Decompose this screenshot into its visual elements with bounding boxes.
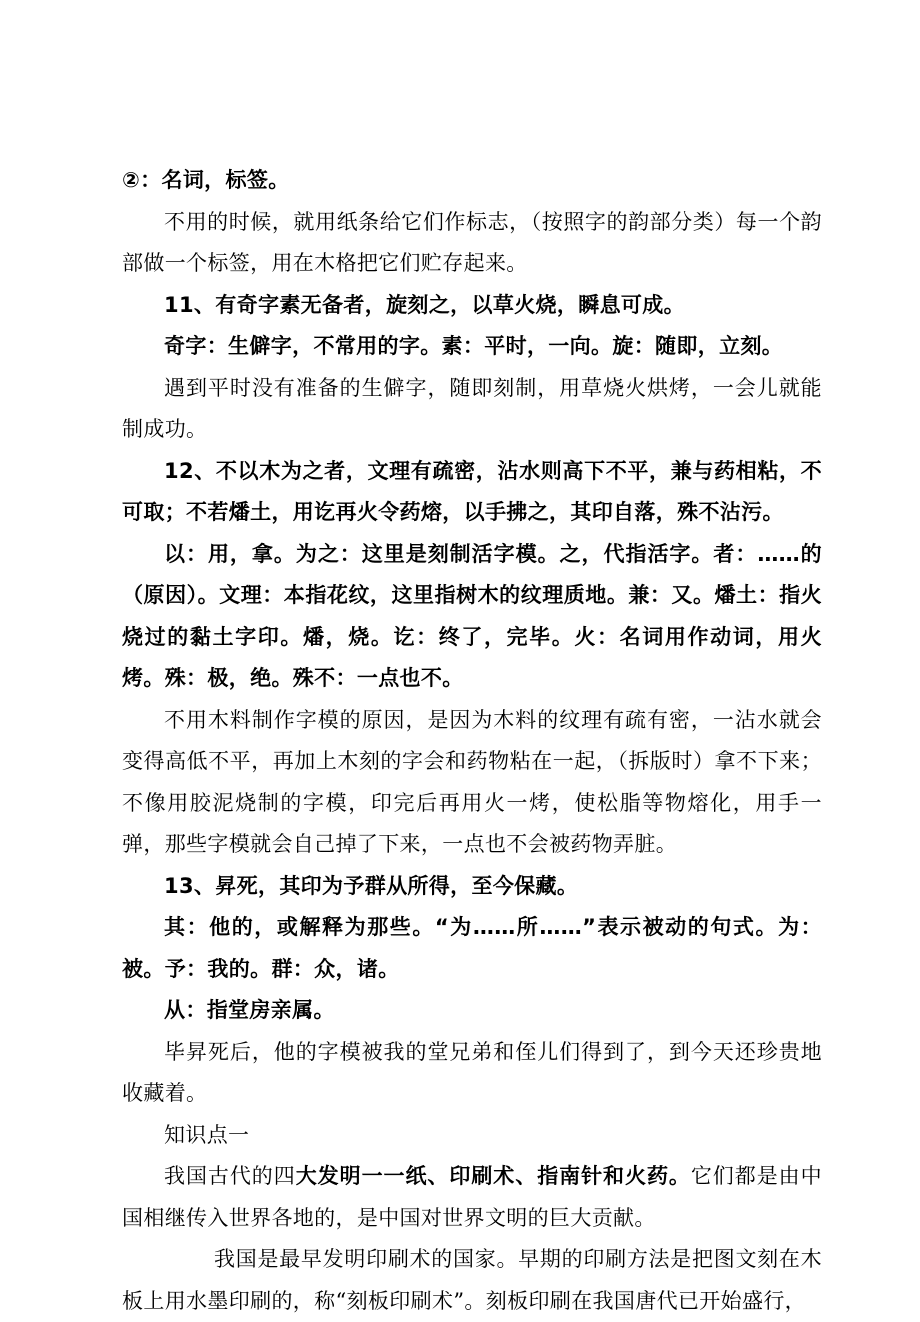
definition-label-tag: ②：名词，标签。 [122, 168, 290, 192]
four-great-inventions-paragraph [122, 1156, 822, 1239]
classical-sentence-11: 11、有奇字素无备者，旋刻之，以草火烧，瞬息可成。 [164, 292, 685, 317]
annotation-sentence-13: 其：他的，或解释为那些。“为……所……”表示被动的句式。为：被。予：我的。群：众，诸。 [122, 915, 822, 981]
four-great-inventions-prefix: 我国古代的四 [164, 1164, 296, 1188]
annotation-relative-term: 从：指堂房亲属。 [164, 998, 335, 1022]
translation-sentence-11: 遇到平时没有准备的生僻字，随即刻制，用草烧火烘烤，一会儿就能制成功。 [122, 375, 822, 441]
translation-sentence-12: 不用木料制作字模的原因，是因为木料的纹理有疏有密，一沾水就会变得高低不平，再加上木刻的字会和药物粘在一起，（拆版时）拿不下来；不像用胶泥烧制的字模，印完后再用火一烤，使松脂等物熔化，用手一弹，那些字模就会自己掉了下来，一点也不会被药物弄脏。 [122, 707, 822, 856]
printing-history-paragraph: 我国是最早发明印刷术的国家。早期的印刷方法是把图文刻在木板上用水墨印刷的，称“刻板印刷术”。刻板印刷在我国唐代已开始盛行， [122, 1247, 822, 1313]
annotation-sentence-11: 奇字：生僻字，不常用的字。素：平时，一向。旋：随即，立刻。 [164, 334, 784, 358]
four-great-inventions-suffix: 它们都是由中国相继传入世界各地的，是中国对世界文明的巨大贡献。 [122, 1164, 822, 1230]
annotation-sentence-12: 以：用，拿。为之：这里是刻制活字模。之，代指活字。者：……的（原因）。文理：本指花纹，这里指树木的纹理质地。兼：又。燔土：指火烧过的黏土字印。燔，烧。讫：终了，完毕。火：名词用作动词，用火烤。殊：极，绝。殊不：一点也不。 [122, 541, 822, 690]
four-great-inventions-bold: 大发明一一纸、印刷术、指南针和火药。 [295, 1164, 691, 1188]
knowledge-point-heading: 知识点一 [164, 1122, 250, 1147]
classical-sentence-12: 12、不以木为之者，文理有疏密，沾水则高下不平，兼与药相粘，不可取；不若燔土，用讫再火令药熔，以手拂之，其印自落，殊不沾污。 [122, 458, 822, 524]
classical-sentence-13: 13、昇死，其印为予群从所得，至今保藏。 [164, 873, 579, 898]
document-body [122, 160, 822, 1322]
translation-sentence-13: 毕昇死后，他的字模被我的堂兄弟和侄儿们得到了，到今天还珍贵地收藏着。 [122, 1039, 822, 1105]
translation-paragraph: 不用的时候，就用纸条给它们作标志，（按照字的韵部分类）每一个韵部做一个标签，用在木格把它们贮存起来。 [122, 209, 822, 275]
